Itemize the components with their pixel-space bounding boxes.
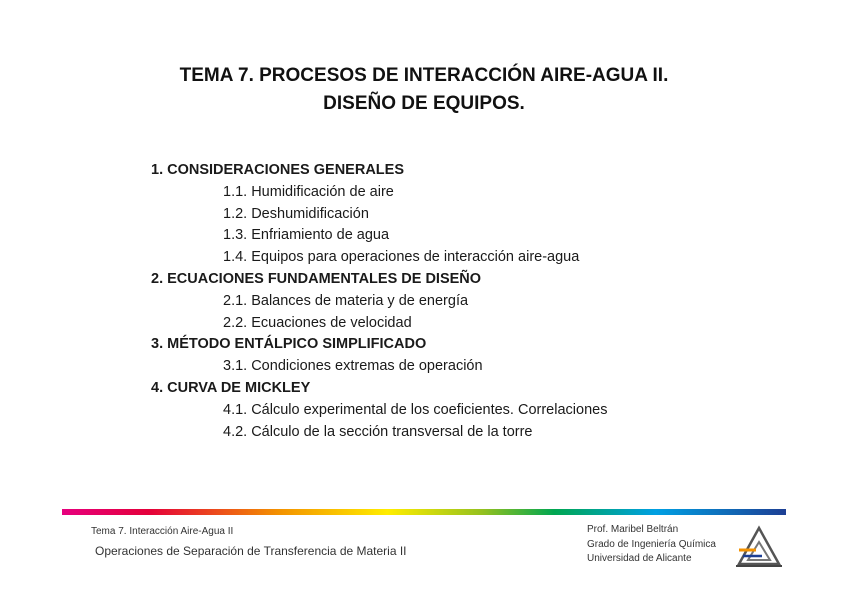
toc-subsection-item: 4.1. Cálculo experimental de los coeficientes. Correlaciones [223,401,608,418]
footer-topic: Tema 7. Interacción Aire-Agua II [91,526,234,537]
toc-subsection-item: 2.2. Ecuaciones de velocidad [223,314,412,331]
rainbow-divider [62,509,786,515]
toc-section-heading: 1. CONSIDERACIONES GENERALES [151,162,404,178]
slide-title-line-1: TEMA 7. PROCESOS DE INTERACCIÓN AIRE-AGUA II. [179,65,669,86]
university-logo-icon [736,520,782,568]
toc-section-heading: 4. CURVA DE MICKLEY [151,379,311,396]
toc-subsection-item: 1.4. Equipos para operaciones de interacción aire-agua [223,249,580,266]
footer-degree: Grado de Ingeniería Química [587,538,716,550]
slide-title [0,62,848,118]
toc-subsection-item: 4.2. Cálculo de la sección transversal de la torre [223,423,533,440]
toc-subsection-item: 3.1. Condiciones extremas de operación [223,358,483,375]
toc-subsection-item: 2.1. Balances de materia y de energía [223,292,469,309]
toc-subsection-item: 1.1. Humidificación de aire [223,183,394,200]
table-of-contents [151,160,791,443]
toc-section-heading: 3. MÉTODO ENTÁLPICO SIMPLIFICADO [151,336,427,353]
toc-subsection-item: 1.3. Enfriamiento de agua [223,227,390,244]
toc-subsection-item: 1.2. Deshumidificación [223,205,369,222]
footer-credits [587,523,716,567]
footer-course: Operaciones de Separación de Transferencia de Materia II [95,544,407,558]
slide-title-line-2: DISEÑO DE EQUIPOS. [323,93,525,114]
toc-section-heading: 2. ECUACIONES FUNDAMENTALES DE DISEÑO [151,270,482,287]
footer-author: Prof. Maribel Beltrán [587,524,679,535]
footer-university: Universidad de Alicante [587,553,692,564]
